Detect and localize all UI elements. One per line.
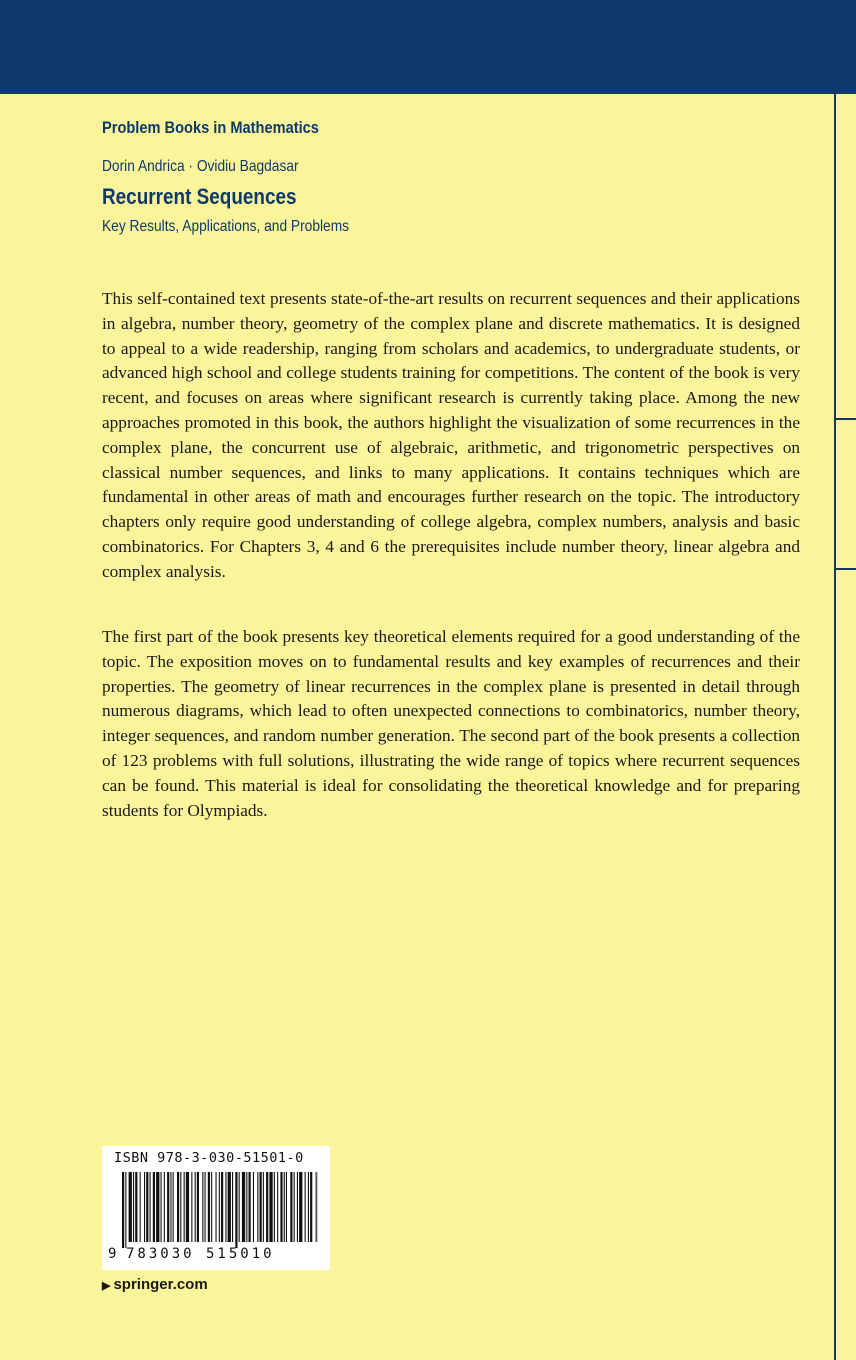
barcode-bar bbox=[208, 1172, 210, 1242]
barcode-bar bbox=[216, 1172, 217, 1242]
barcode-bar bbox=[173, 1172, 174, 1242]
barcode-bar bbox=[180, 1172, 181, 1242]
barcode-bar bbox=[257, 1172, 258, 1242]
barcode-bars bbox=[122, 1172, 318, 1248]
barcode-bar bbox=[211, 1172, 212, 1242]
barcode-bar bbox=[249, 1172, 251, 1242]
barcode-bar bbox=[167, 1172, 169, 1242]
barcode-bar bbox=[308, 1172, 309, 1242]
barcode-bar bbox=[242, 1172, 245, 1242]
barcode-bar bbox=[246, 1172, 247, 1242]
barcode-bar bbox=[228, 1172, 231, 1242]
barcode-bar bbox=[186, 1172, 189, 1242]
barcode-bar bbox=[156, 1172, 159, 1242]
barcode-bar bbox=[144, 1172, 145, 1242]
barcode-bar bbox=[225, 1172, 226, 1242]
barcode-bar bbox=[122, 1172, 124, 1248]
barcode-bar bbox=[284, 1172, 285, 1242]
barcode-bar bbox=[153, 1172, 155, 1242]
barcode-bar bbox=[280, 1172, 282, 1242]
authors: Dorin Andrica · Ovidiu Bagdasar bbox=[102, 158, 299, 175]
spine-tick bbox=[836, 568, 856, 570]
barcode-bar bbox=[297, 1172, 298, 1242]
isbn-label: ISBN 978-3-030-51501-0 bbox=[114, 1150, 304, 1166]
barcode-bar bbox=[170, 1172, 171, 1242]
barcode-bar bbox=[294, 1172, 295, 1242]
barcode-bar bbox=[286, 1172, 287, 1242]
blurb-paragraph-2: The first part of the book presents key theoretical elements required for a good understanding of the topic. The exposition moves on to fundamental results and key examples of recurrences and their properties. The geometry of linear recurrences in the complex plane is presented in detail through numerous diagrams, which lead to often unexpected connections to combinatorics, number theory, integer sequences, and random number generation. The second part of the book presents a collection of 123 problems with full solutions, illustrating the wide range of topics where recurrent sequences can be found. This material is ideal for consolidating the theoretical knowledge and for preparing students for Olympiads. bbox=[102, 627, 800, 820]
barcode-digits: 783030 515010 bbox=[126, 1246, 275, 1262]
barcode-bar bbox=[290, 1172, 292, 1242]
barcode-bar bbox=[239, 1172, 240, 1242]
top-color-band bbox=[0, 0, 856, 94]
spine-edge bbox=[834, 94, 836, 1360]
barcode-bar bbox=[205, 1172, 206, 1242]
barcode-bar bbox=[232, 1172, 233, 1242]
book-title: Recurrent Sequences bbox=[102, 184, 297, 209]
barcode-bar bbox=[197, 1172, 199, 1242]
barcode-bar bbox=[150, 1172, 151, 1242]
barcode-bar bbox=[260, 1172, 262, 1242]
barcode-bar bbox=[202, 1172, 203, 1242]
barcode-lead-digit: 9 bbox=[108, 1246, 117, 1262]
barcode-bar bbox=[161, 1172, 162, 1242]
isbn-barcode bbox=[102, 1146, 330, 1270]
barcode-bar bbox=[235, 1172, 237, 1248]
triangle-right-icon: ▶ bbox=[102, 1280, 111, 1292]
barcode-bar bbox=[184, 1172, 185, 1242]
barcode-bar bbox=[191, 1172, 192, 1242]
barcode-bar bbox=[277, 1172, 278, 1242]
barcode-bar bbox=[129, 1172, 132, 1242]
barcode-bar bbox=[221, 1172, 223, 1242]
barcode-bar bbox=[266, 1172, 268, 1242]
publisher-url: springer.com bbox=[113, 1276, 208, 1293]
barcode-bar bbox=[263, 1172, 264, 1242]
barcode-bar bbox=[177, 1172, 179, 1242]
barcode-bar bbox=[316, 1172, 317, 1242]
barcode-bar bbox=[135, 1172, 137, 1242]
barcode-bar bbox=[146, 1172, 148, 1242]
barcode-bar bbox=[299, 1172, 302, 1242]
barcode-bar bbox=[195, 1172, 196, 1242]
barcode-bar bbox=[164, 1172, 165, 1242]
barcode-bar bbox=[140, 1172, 141, 1242]
publisher-link[interactable] bbox=[102, 1276, 208, 1293]
barcode-bar bbox=[125, 1172, 126, 1248]
barcode-bar bbox=[253, 1172, 254, 1242]
barcode-bar bbox=[133, 1172, 134, 1242]
barcode-bar bbox=[219, 1172, 220, 1242]
spine-tick bbox=[836, 418, 856, 420]
book-subtitle: Key Results, Applications, and Problems bbox=[102, 218, 350, 235]
blurb-paragraph-1: This self-contained text presents state-of-the-art results on recurrent sequences and their applications in algebra, number theory, geometry of the complex plane and discrete mathematics. It is designed to appeal to a wide readership, ranging from scholars and academics, to undergraduate students, or advanced high school and college students training for competitions. The content of the book is very recent, and focuses on areas where significant research is currently taking place. Among the new approaches promoted in this book, the authors highlight the visualization of some recurrences in the complex plane, the concurrent use of algebraic, arithmetic, and trigonometric perspectives on classical number sequences, and links to many applications. It contains techniques which are fundamental in other areas of math and encourages further research on the topic. The introductory chapters only require good understanding of college algebra, complex numbers, analysis and basic combinatorics. For Chapters 3, 4 and 6 the prerequisites include number theory, linear algebra and complex analysis. bbox=[102, 289, 800, 581]
barcode-bar bbox=[305, 1172, 306, 1242]
barcode-bar bbox=[310, 1172, 312, 1242]
barcode-bar bbox=[269, 1172, 272, 1242]
series-title: Problem Books in Mathematics bbox=[102, 118, 319, 137]
barcode-bar bbox=[274, 1172, 275, 1242]
